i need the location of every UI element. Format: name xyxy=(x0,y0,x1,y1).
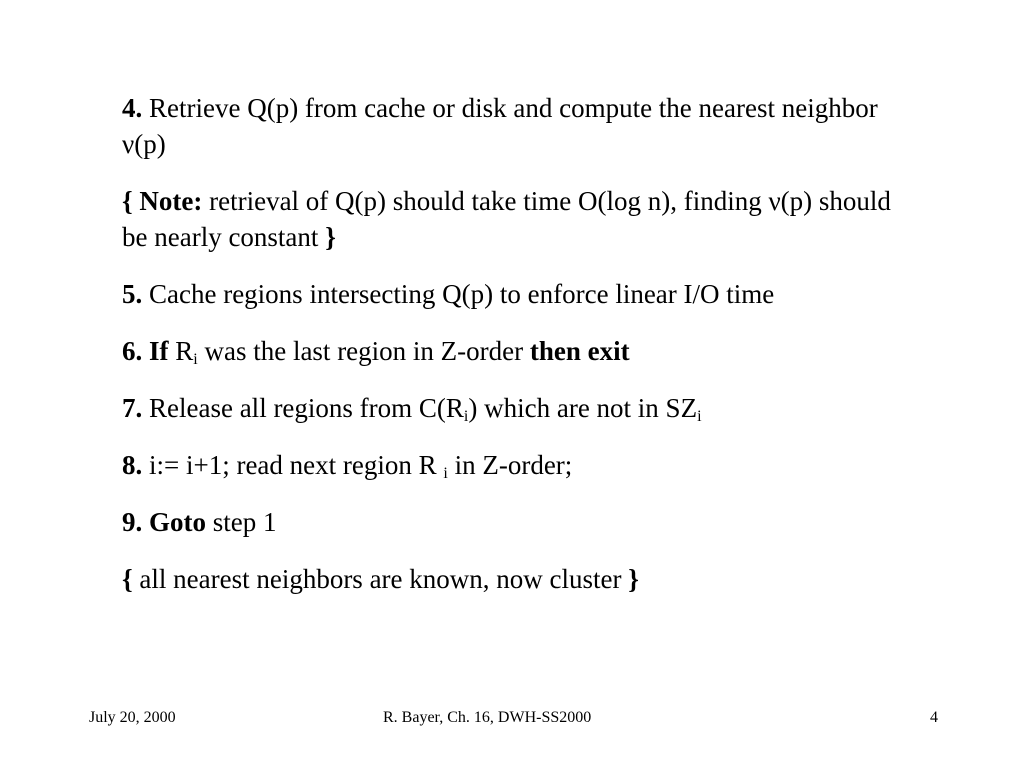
step-number: 9. xyxy=(122,507,143,537)
slide-body xyxy=(122,90,902,618)
step-text: step 1 xyxy=(212,507,277,537)
open-brace: { xyxy=(122,186,133,216)
keyword-if: If xyxy=(149,336,169,366)
step-5 xyxy=(122,276,902,312)
keyword-goto: Goto xyxy=(149,507,206,537)
step-number: 5. xyxy=(122,279,143,309)
step-9 xyxy=(122,504,902,540)
closing-note xyxy=(122,561,902,597)
step-text: i:= i+1; read next region R $_i$ in Z-order; xyxy=(149,450,573,482)
footer-author: R. Bayer, Ch. 16, DWH-SS2000 xyxy=(383,709,592,726)
step-4 xyxy=(122,90,902,162)
step-6 xyxy=(122,333,902,369)
step-8 xyxy=(122,447,902,483)
note-block xyxy=(122,183,902,255)
region-symbol: $R_i$ xyxy=(175,336,198,368)
step-number: 8. xyxy=(122,450,143,480)
step-text: Release all regions from $C(R_i)$ which are not in $SZ_i$ xyxy=(149,393,702,425)
page-number: 4 xyxy=(930,709,938,726)
keyword-then-exit: then exit xyxy=(529,336,630,366)
step-7 xyxy=(122,390,902,426)
note-label: Note: xyxy=(139,186,203,216)
step-text: Retrieve Q(p) from cache or disk and compute the nearest neighbor ν(p) xyxy=(122,93,878,159)
open-brace: { xyxy=(122,564,133,594)
closing-text: all nearest neighbors are known, now cluster xyxy=(139,564,622,594)
step-number: 4. xyxy=(122,93,143,123)
close-brace: } xyxy=(325,222,336,252)
step-text: was the last region in Z-order xyxy=(204,336,524,366)
step-number: 6. xyxy=(122,336,143,366)
step-text: Cache regions intersecting Q(p) to enforce linear I/O time xyxy=(149,279,775,309)
note-text: retrieval of Q(p) should take time O(log n), finding ν(p) should be nearly constant xyxy=(122,186,891,252)
step-number: 7. xyxy=(122,393,143,423)
close-brace: } xyxy=(628,564,639,594)
footer-date: July 20, 2000 xyxy=(89,709,176,726)
